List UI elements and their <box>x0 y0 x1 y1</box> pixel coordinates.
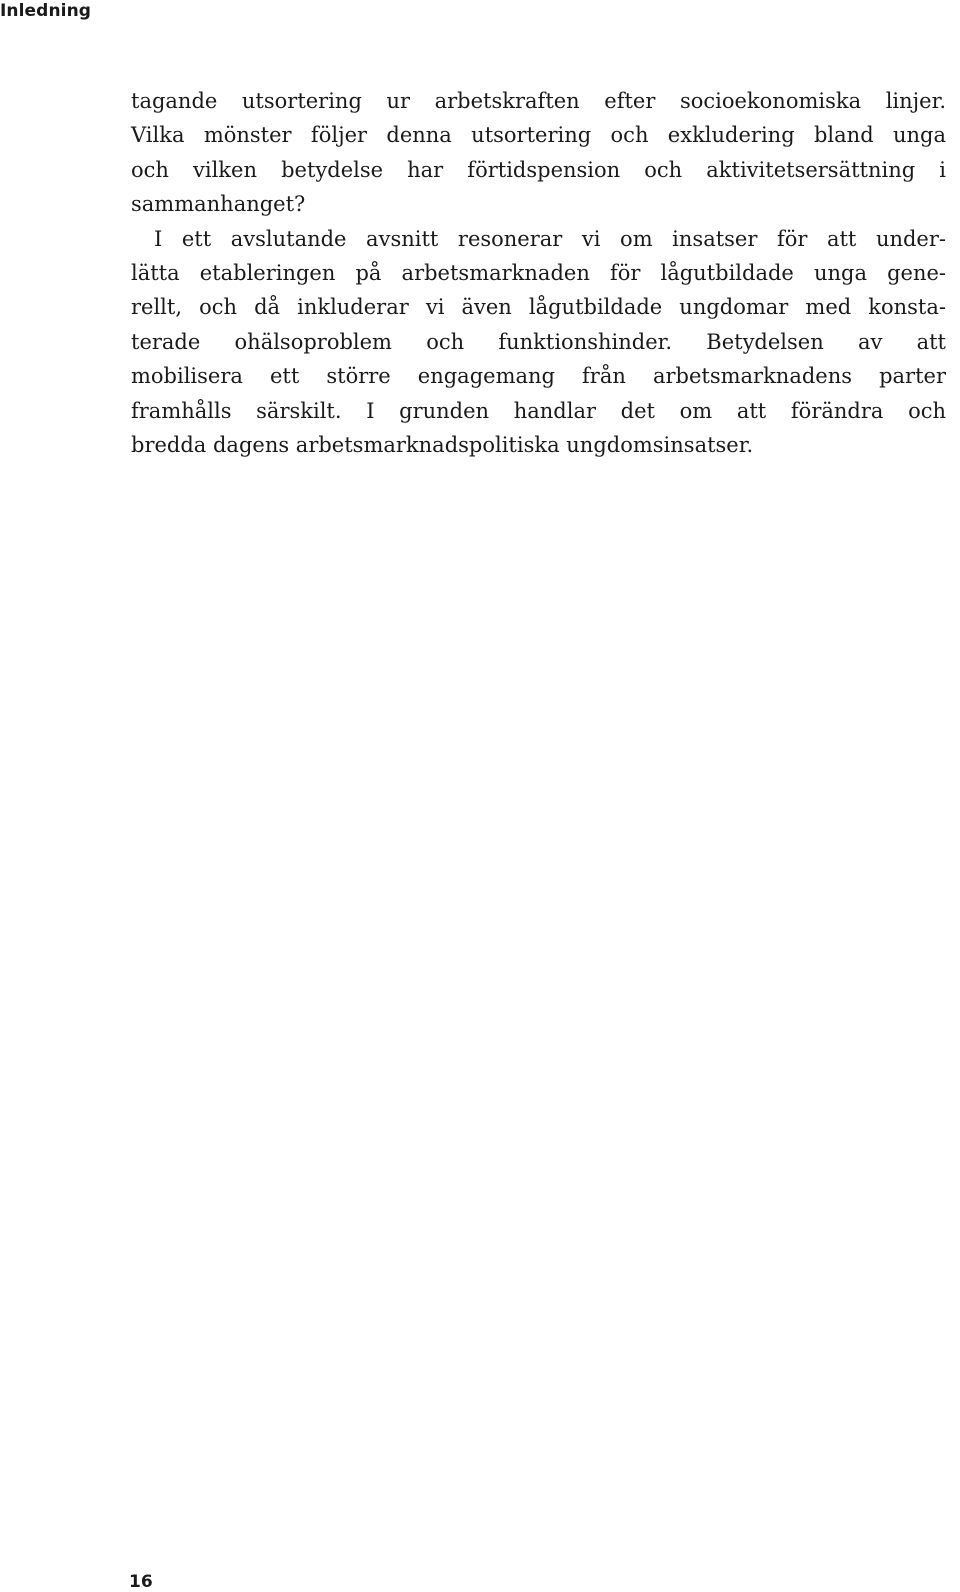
text-line: terade ohälsoproblem och funktionshinder. Betydelsen av att <box>131 329 946 354</box>
page-number: 16 <box>129 1572 153 1592</box>
text-line: rellt, och då inkluderar vi även lågutbildade ungdomar med konsta- <box>131 295 946 320</box>
text-line: lätta etableringen på arbetsmarknaden för lågutbildade unga gene- <box>131 261 946 286</box>
text-line: Vilka mönster följer denna utsortering och exkludering bland unga <box>131 123 946 148</box>
text-line: mobilisera ett större engagemang från arbetsmarknadens parter <box>131 364 946 389</box>
text-line: och vilken betydelse har förtidspension och aktivitetsersättning i <box>131 157 946 182</box>
text-line: framhålls särskilt. I grunden handlar det om att förändra och <box>131 398 946 423</box>
text-line: tagande utsortering ur arbetskraften efter socioekonomiska linjer. <box>131 89 946 113</box>
text-line: I ett avslutande avsnitt resonerar vi om insatser för att under- <box>154 226 946 251</box>
running-header: Inledning <box>0 1 92 21</box>
body-text <box>131 84 946 462</box>
text-line: bredda dagens arbetsmarknadspolitiska ungdomsinsatser. <box>131 433 754 458</box>
text-line: sammanhanget? <box>131 192 306 217</box>
